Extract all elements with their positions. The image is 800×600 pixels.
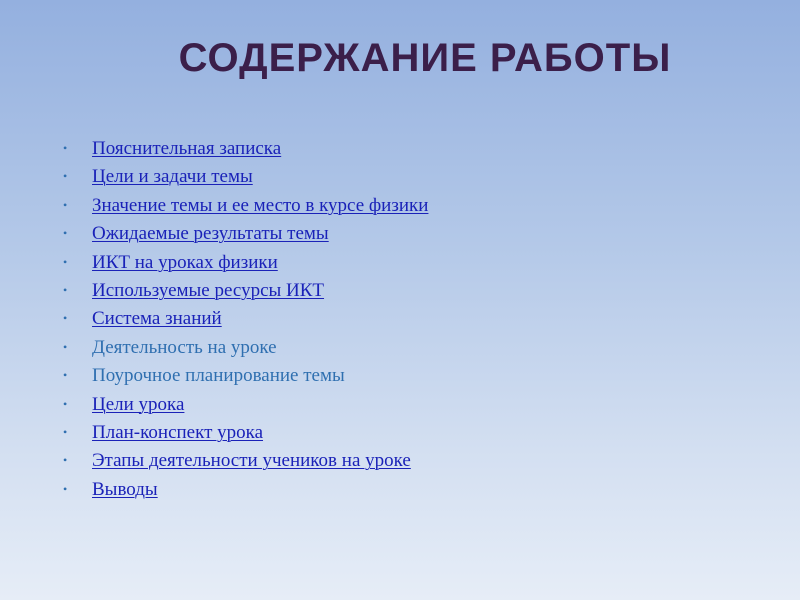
item-link[interactable]: Ожидаемые результаты темы (92, 223, 329, 245)
list-item (63, 280, 428, 308)
bullet-icon: • (63, 254, 68, 269)
item-link[interactable]: План-конспект урока (92, 421, 264, 443)
item-link[interactable]: Цели урока (92, 393, 185, 415)
bullet-icon: • (63, 226, 68, 241)
bullet-icon: • (63, 282, 68, 297)
bullet-icon: • (63, 424, 68, 439)
item-text: Деятельность на уроке (92, 336, 277, 358)
list-item (63, 252, 428, 280)
list-item (63, 195, 428, 223)
item-link[interactable]: Значение темы и ее место в курсе физики (92, 194, 429, 216)
bullet-icon: • (63, 141, 68, 155)
item-link[interactable]: Этапы деятельности учеников на уроке (92, 450, 411, 472)
contents-list (63, 138, 428, 507)
list-item (63, 479, 428, 507)
list-item (63, 308, 428, 336)
slide-title: СОДЕРЖАНИЕ РАБОТЫ (178, 36, 672, 80)
bullet-icon: • (63, 311, 68, 326)
item-link[interactable]: ИКТ на уроках физики (92, 251, 278, 273)
item-link[interactable]: Система знаний (92, 308, 222, 330)
item-link[interactable]: Цели и задачи темы (92, 166, 253, 188)
bullet-icon: • (63, 396, 68, 411)
bullet-icon: • (63, 339, 68, 354)
list-item (63, 450, 428, 478)
item-link[interactable]: Пояснительная записка (92, 138, 282, 159)
bullet-icon: • (63, 169, 68, 184)
list-item (63, 365, 428, 393)
list-item (63, 394, 428, 422)
list-item (63, 337, 428, 365)
item-link[interactable]: Выводы (92, 478, 158, 500)
bullet-icon: • (63, 453, 68, 468)
list-item (63, 166, 428, 194)
item-link[interactable]: Используемые ресурсы ИКТ (92, 279, 325, 301)
list-item (63, 223, 428, 251)
list-item (63, 422, 428, 450)
bullet-icon: • (63, 481, 68, 496)
bullet-icon: • (63, 197, 68, 212)
item-text: Поурочное планирование темы (92, 365, 345, 387)
bullet-icon: • (63, 368, 68, 383)
list-item (63, 138, 428, 166)
